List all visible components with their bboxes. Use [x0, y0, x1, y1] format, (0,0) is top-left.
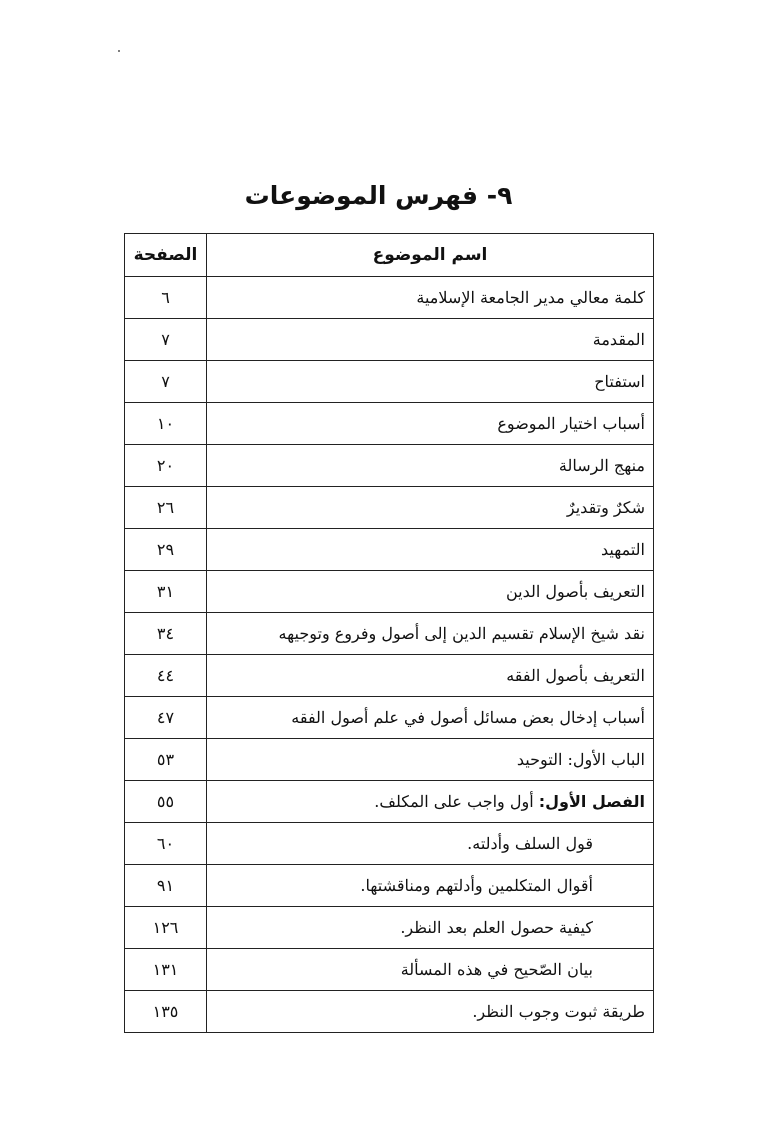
- table-row: [125, 991, 654, 1033]
- entry-page: ٧: [125, 361, 207, 403]
- table-row: [125, 613, 654, 655]
- table-row: [125, 529, 654, 571]
- table-row: [125, 823, 654, 865]
- entry-page: ٦٠: [125, 823, 207, 865]
- table-row: [125, 907, 654, 949]
- entry-subject: شكرٌ وتقديرٌ: [207, 487, 654, 529]
- entry-page: ٣٤: [125, 613, 207, 655]
- entry-subject-rest: أول واجب على المكلف.: [374, 792, 539, 811]
- entry-page: ٩١: [125, 865, 207, 907]
- entry-page: ١٠: [125, 403, 207, 445]
- entry-subject: أسباب اختيار الموضوع: [207, 403, 654, 445]
- entry-subject: كيفية حصول العلم بعد النظر.: [207, 907, 654, 949]
- table-row: [125, 865, 654, 907]
- table-row: [125, 571, 654, 613]
- entry-subject: قول السلف وأدلته.: [207, 823, 654, 865]
- entry-page: ٤٧: [125, 697, 207, 739]
- page-title: ٩- فهرس الموضوعات: [244, 181, 513, 210]
- table-row: [125, 319, 654, 361]
- entry-page: ٢٦: [125, 487, 207, 529]
- entry-subject: طريقة ثبوت وجوب النظر.: [207, 991, 654, 1033]
- table-row: [125, 445, 654, 487]
- entry-page: ٥٥: [125, 781, 207, 823]
- page-column-header: الصفحة: [125, 234, 207, 277]
- table-row: [125, 361, 654, 403]
- entry-page: ٢٠: [125, 445, 207, 487]
- entry-subject: منهج الرسالة: [207, 445, 654, 487]
- scan-speck: [118, 50, 120, 52]
- entry-page: ٢٩: [125, 529, 207, 571]
- table-row: [125, 949, 654, 991]
- table-header-row: [125, 234, 654, 277]
- entry-subject: التعريف بأصول الفقه: [207, 655, 654, 697]
- entry-subject: الباب الأول: التوحيد: [207, 739, 654, 781]
- entry-page: ١٢٦: [125, 907, 207, 949]
- entry-page: ١٣١: [125, 949, 207, 991]
- entry-subject: التمهيد: [207, 529, 654, 571]
- entry-subject: [207, 781, 654, 823]
- subject-column-header: اسم الموضوع: [207, 234, 654, 277]
- entry-subject: التعريف بأصول الدين: [207, 571, 654, 613]
- entry-subject: أسباب إدخال بعض مسائل أصول في علم أصول الفقه: [207, 697, 654, 739]
- entry-subject: أقوال المتكلمين وأدلتهم ومناقشتها.: [207, 865, 654, 907]
- entry-page: ٧: [125, 319, 207, 361]
- table-row: [125, 739, 654, 781]
- entry-subject: المقدمة: [207, 319, 654, 361]
- table-row: [125, 487, 654, 529]
- entry-subject: بيان الصّحيح في هذه المسألة: [207, 949, 654, 991]
- entry-page: ٣١: [125, 571, 207, 613]
- entry-subject-lead: الفصل الأول:: [538, 792, 645, 811]
- entry-subject: نقد شيخ الإسلام تقسيم الدين إلى أصول وفروع وتوجيهه: [207, 613, 654, 655]
- entry-page: ٥٣: [125, 739, 207, 781]
- entry-subject: كلمة معالي مدير الجامعة الإسلامية: [207, 277, 654, 319]
- table-row: [125, 781, 654, 823]
- table-row: [125, 655, 654, 697]
- table-row: [125, 403, 654, 445]
- entry-subject: استفتاح: [207, 361, 654, 403]
- table-row: [125, 277, 654, 319]
- entry-page: ١٣٥: [125, 991, 207, 1033]
- entry-page: ٤٤: [125, 655, 207, 697]
- table-of-contents: [124, 233, 654, 1033]
- entry-page: ٦: [125, 277, 207, 319]
- table-row: [125, 697, 654, 739]
